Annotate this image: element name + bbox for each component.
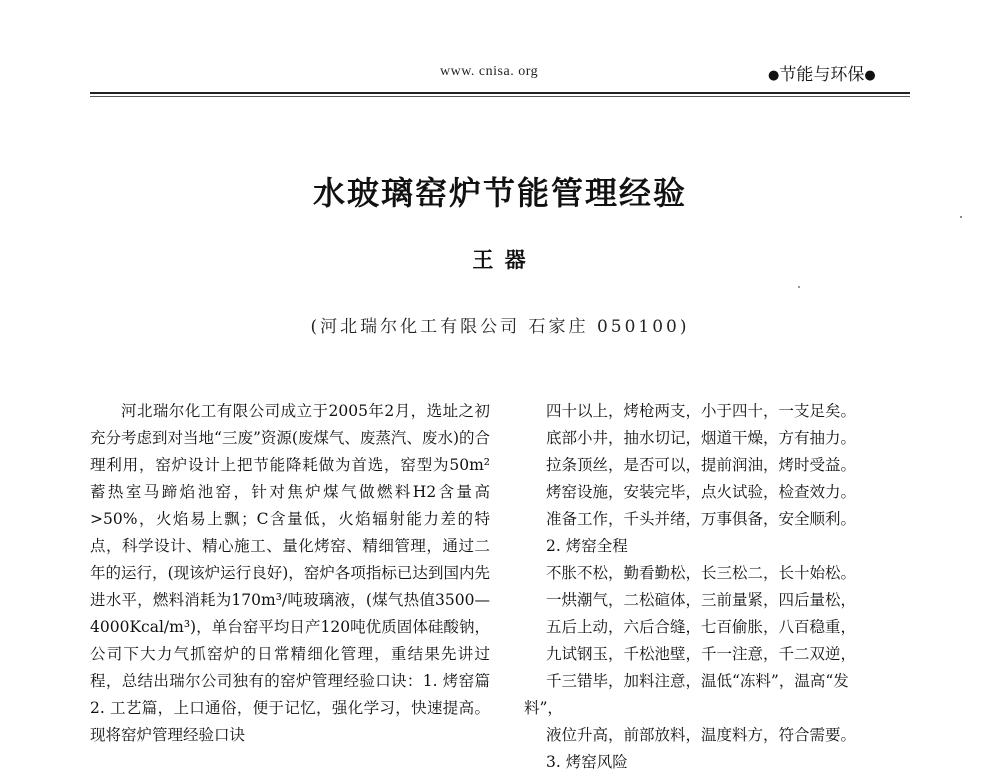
article-author: 王 器 xyxy=(472,247,528,272)
verse-line: 底部小井，抽水切记，烟道干燥，方有抽力。 xyxy=(546,429,857,447)
verse-line: 九试钢玉，千松池壁，千一注意，千二双逆， xyxy=(546,645,857,663)
verse-line: 准备工作，千头并绪，万事俱备，安全顺利。 xyxy=(546,510,857,528)
verse-line: 烤窑设施，安装完毕，点火试验，检查效力。 xyxy=(546,483,857,501)
article-title: 水玻璃窑炉节能管理经验 xyxy=(312,174,687,212)
header-rule xyxy=(90,92,910,94)
header-rule-thin xyxy=(90,96,910,97)
section-name: 节能与环保 xyxy=(779,65,865,85)
verse-continuation: 料”， xyxy=(524,699,563,717)
section-label xyxy=(768,60,876,85)
section-heading: 2. 烤窑全程 xyxy=(546,537,628,555)
verse-line: 拉条顶丝，是否可以，提前润油，烤时受益。 xyxy=(546,456,857,474)
author-affiliation: (河北瑞尔化工有限公司 石家庄 050100) xyxy=(310,317,690,337)
section-heading: 3. 烤窑风险 xyxy=(546,753,628,771)
body-paragraph: 河北瑞尔化工有限公司成立于2005年2月，选址之初充分考虑到对当地“三废”资源(废煤气、废蒸汽、废水)的合理利用，窑炉设计上把节能降耗做为首选，窑型为50m² 蓄热室马蹄焰池窑，针对焦炉煤气做燃料H2含量高>50%，火焰易上飘；C含量低，火焰辐射能力差的特点，科学设计、精心施工、量化烤窑、精细管理，通过二年的运行，(现该炉运行良好)，窑炉各项指标已达到国内先进水平，燃料消耗为170m³/吨玻璃液，(煤气热值3500—4000Kcal/m³)，单台窑平均日产120吨优质固体硅酸钠，公司下大力气抓窑炉的日常精细化管理，重结果先讲过程，总结出瑞尔公司独有的窑炉管理经验口诀：1. 烤窑篇2. 工艺篇，上口通俗，便于记忆，强化学习，快速提高。现将窑炉管理经验口诀 xyxy=(90,402,490,744)
verse-line: 液位升高，前部放料，温度料方，符合需要。 xyxy=(546,726,857,744)
verse-line: 千三错毕，加料注意，温低“冻料”，温高“发 xyxy=(546,672,849,690)
right-column xyxy=(524,398,914,776)
bullet-icon: ● xyxy=(864,68,876,83)
journal-url: www. cnisa. org xyxy=(440,64,539,79)
verse-line: 不胀不松，勤看勤松，长三松二，长十始松。 xyxy=(546,564,857,582)
verse-line: 一烘潮气，二松碹体，三前量紧，四后量松， xyxy=(546,591,857,609)
verse-line: 四十以上，烤枪两支，小于四十，一支足矣。 xyxy=(546,402,857,420)
scan-speck xyxy=(960,216,962,218)
verse-line: 五后上动，六后合缝，七百偷胀，八百稳重， xyxy=(546,618,857,636)
bullet-icon: ● xyxy=(768,68,780,83)
left-column xyxy=(90,398,490,749)
scan-speck xyxy=(798,286,800,288)
